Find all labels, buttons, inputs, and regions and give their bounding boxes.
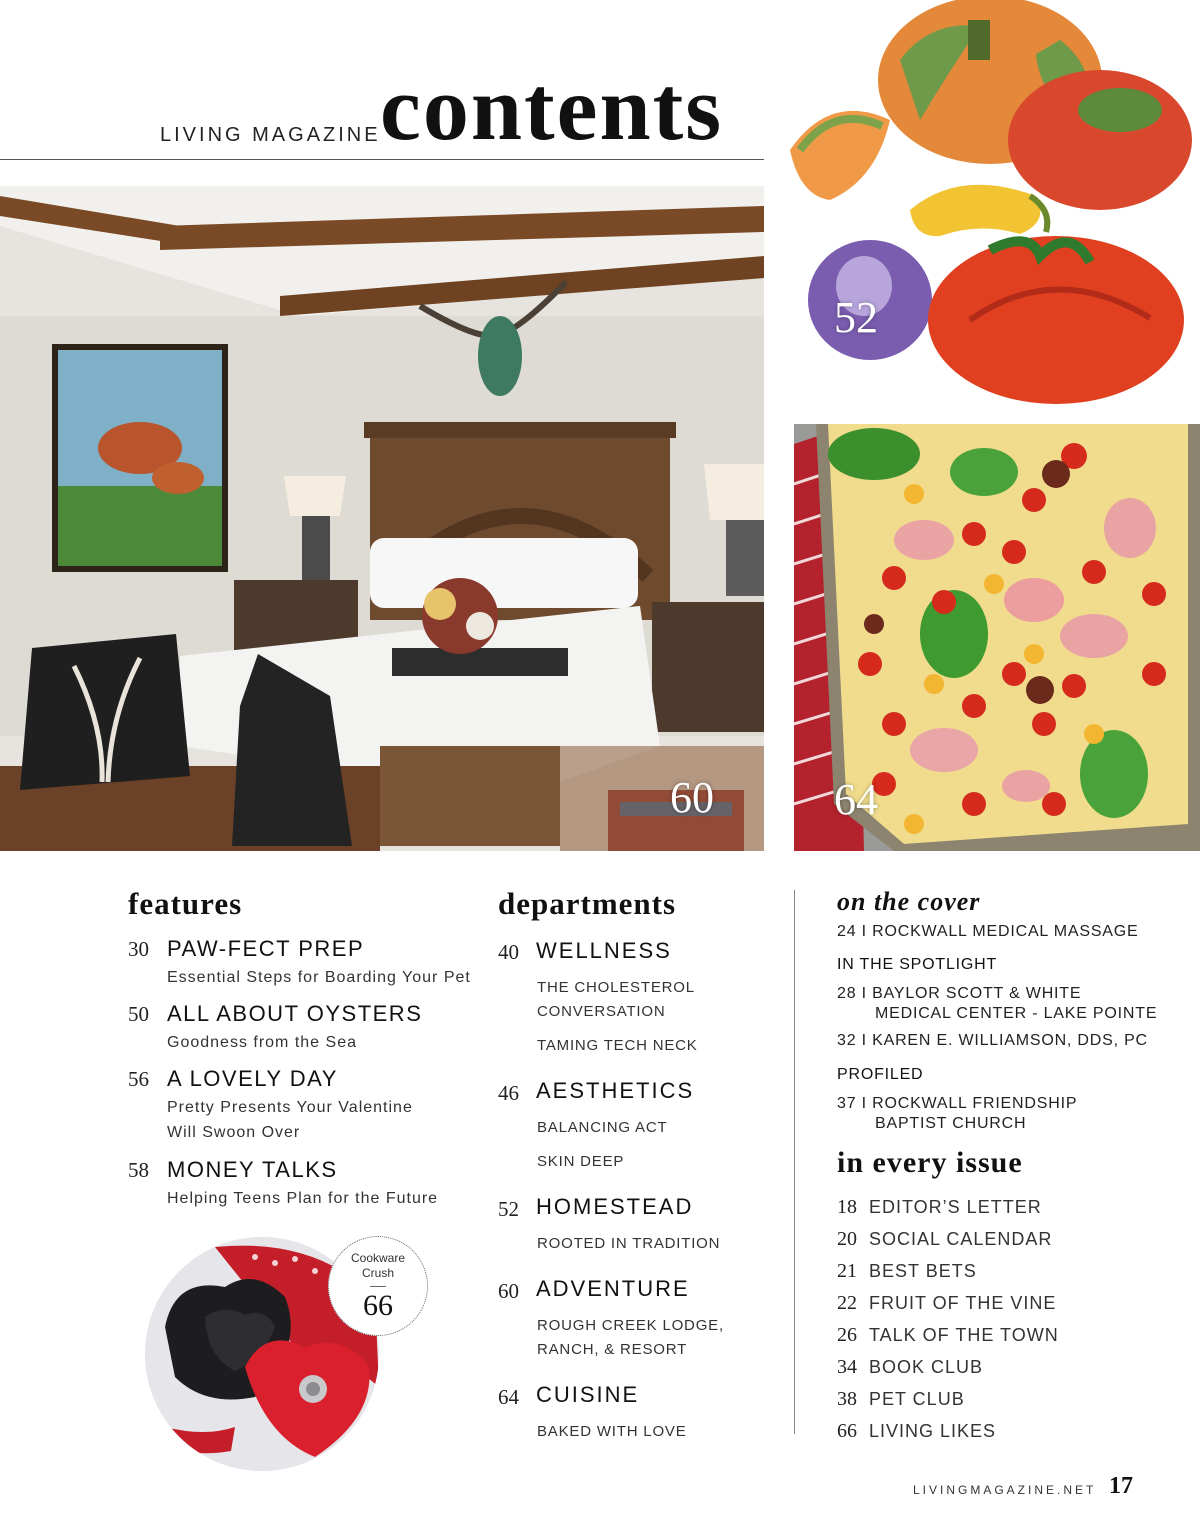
feature-page-number: 58 (128, 1158, 149, 1182)
department-entry[interactable]: THE CHOLESTEROL (537, 979, 695, 996)
bedroom-illustration (0, 186, 764, 851)
issue-title[interactable]: FRUIT OF THE VINE (869, 1293, 1057, 1313)
issue-title[interactable]: PET CLUB (869, 1389, 965, 1409)
feature-page-number: 30 (128, 937, 149, 961)
feature-subtitle: Goodness from the Sea (167, 1034, 357, 1051)
feature-item[interactable] (128, 1067, 149, 1092)
badge-divider (370, 1286, 386, 1287)
department-entry[interactable]: BALANCING ACT (537, 1119, 668, 1136)
cookware-crush-badge[interactable] (328, 1236, 428, 1336)
department-page-number: 40 (498, 940, 519, 964)
department-entry[interactable]: ROUGH CREEK LODGE, (537, 1317, 724, 1334)
feature-subtitle: Helping Teens Plan for the Future (167, 1190, 439, 1207)
vegetables-page-number: 52 (834, 293, 878, 342)
focaccia-page-number: 64 (834, 775, 878, 824)
bedroom-photo[interactable] (0, 186, 764, 851)
feature-subtitle: Essential Steps for Boarding Your Pet (167, 969, 471, 986)
department-title[interactable]: HOMESTEAD (536, 1194, 694, 1219)
cover-story[interactable]: 32 I KAREN E. WILLIAMSON, DDS, PC (837, 1032, 1148, 1049)
magazine-brand: LIVING MAGAZINE (160, 124, 381, 146)
vegetables-illustration[interactable] (790, 0, 1200, 410)
cookware-label: Crush (361, 1266, 394, 1280)
cover-story[interactable]: 28 I BAYLOR SCOTT & WHITE (837, 985, 1082, 1002)
feature-title[interactable]: PAW-FECT PREP (167, 936, 365, 961)
cover-story[interactable]: 37 I ROCKWALL FRIENDSHIP (837, 1095, 1078, 1112)
cover-story[interactable]: BAPTIST CHURCH (875, 1115, 1027, 1132)
issue-title[interactable]: BEST BETS (869, 1261, 977, 1281)
issue-title[interactable]: BOOK CLUB (869, 1357, 984, 1377)
department-entry[interactable]: TAMING TECH NECK (537, 1037, 698, 1054)
column-divider (794, 890, 795, 1434)
department-title[interactable]: AESTHETICS (536, 1078, 695, 1103)
department-title[interactable]: CUISINE (536, 1382, 640, 1407)
website-link[interactable]: LIVINGMAGAZINE.NET (913, 1483, 1097, 1497)
issue-page-number: 34 (837, 1356, 857, 1378)
issue-page-number: 38 (837, 1388, 857, 1410)
feature-subtitle: Pretty Presents Your Valentine (167, 1099, 413, 1116)
feature-item[interactable] (128, 937, 149, 962)
header-divider (0, 159, 764, 160)
feature-title[interactable]: ALL ABOUT OYSTERS (167, 1001, 423, 1026)
issue-title[interactable]: TALK OF THE TOWN (869, 1325, 1059, 1345)
department-entry[interactable]: RANCH, & RESORT (537, 1341, 688, 1358)
department-title[interactable]: ADVENTURE (536, 1276, 690, 1301)
issue-page-number: 20 (837, 1228, 857, 1250)
vegetables-artwork (790, 0, 1200, 410)
department-page-number: 64 (498, 1385, 519, 1409)
issue-page-number: 18 (837, 1196, 857, 1218)
bedroom-page-number: 60 (670, 773, 714, 822)
cover-subheading: PROFILED (837, 1066, 924, 1083)
issue-page-number: 26 (837, 1324, 857, 1346)
on-the-cover-heading: on the cover (837, 887, 981, 916)
focaccia-photo[interactable] (794, 424, 1200, 851)
department-page-number: 52 (498, 1197, 519, 1221)
issue-page-number: 21 (837, 1260, 857, 1282)
department-entry[interactable]: CONVERSATION (537, 1003, 666, 1020)
cover-story[interactable]: MEDICAL CENTER - LAKE POINTE (875, 1005, 1158, 1022)
folio-page-number: 17 (1109, 1473, 1133, 1499)
cover-subheading: IN THE SPOTLIGHT (837, 956, 998, 973)
cookware-label: Cookware (350, 1251, 406, 1265)
issue-page-number: 66 (837, 1420, 857, 1442)
department-entry[interactable]: ROOTED IN TRADITION (537, 1235, 721, 1252)
department-page-number: 60 (498, 1279, 519, 1303)
feature-item[interactable] (128, 1002, 149, 1027)
feature-item[interactable] (128, 1158, 149, 1183)
issue-title[interactable]: SOCIAL CALENDAR (869, 1229, 1053, 1249)
cookware-page-number: 66 (363, 1289, 393, 1322)
feature-title[interactable]: A LOVELY DAY (167, 1066, 338, 1091)
in-every-issue-heading: in every issue (837, 1146, 1023, 1179)
department-entry[interactable]: BAKED WITH LOVE (537, 1423, 687, 1440)
feature-page-number: 56 (128, 1067, 149, 1091)
cover-story[interactable]: 24 I ROCKWALL MEDICAL MASSAGE (837, 923, 1139, 940)
department-page-number: 46 (498, 1081, 519, 1105)
features-heading: features (128, 886, 243, 921)
department-entry[interactable]: SKIN DEEP (537, 1153, 625, 1170)
issue-page-number: 22 (837, 1292, 857, 1314)
feature-page-number: 50 (128, 1002, 149, 1026)
issue-title[interactable]: EDITOR’S LETTER (869, 1197, 1042, 1217)
page-title: contents (380, 57, 724, 159)
feature-title[interactable]: MONEY TALKS (167, 1157, 338, 1182)
issue-title[interactable]: LIVING LIKES (869, 1421, 997, 1441)
feature-subtitle: Will Swoon Over (167, 1124, 301, 1141)
department-title[interactable]: WELLNESS (536, 938, 672, 963)
departments-heading: departments (498, 886, 677, 921)
